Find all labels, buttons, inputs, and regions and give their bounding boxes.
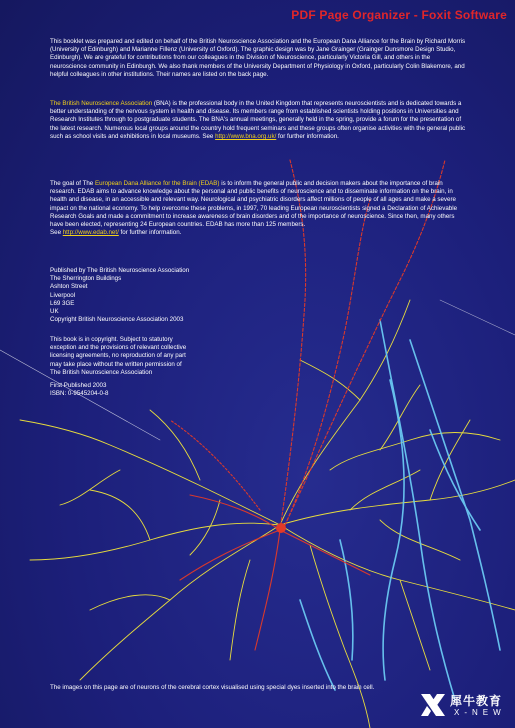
publisher-line: UK — [50, 308, 59, 316]
edab-abbr: (EDAB) — [198, 180, 220, 187]
publisher-line: Ashton Street — [50, 283, 88, 291]
edab-name: European Dana Alliance for the Brain — [94, 180, 197, 187]
x-logo-icon — [418, 690, 448, 720]
bna-name: The British Neuroscience Association — [50, 100, 153, 107]
bna-link[interactable]: http://www.bna.org.uk/ — [215, 132, 277, 140]
intro-paragraph: This booklet was prepared and edited on behalf of the British Neuroscience Association and the European Dana Alliance for the Brain by Richard Morris (University of Edinburgh) and Marianne Fillenz (University of Oxford). The graphic design was by Jane Grainger (Grainger Dunsmore Design Studio, Edinburgh). We are grateful for contributions from our colleagues in the Division of Neuroscience, particularly Victoria Gill, and others in the neuroscience community in Edinburgh. We also thank members of the University Department of Physiology in Oxford, particularly Colin Blakemore, and helpful colleagues in other institutions. Their names are listed on the back page. — [50, 38, 466, 78]
edab-link[interactable]: http://www.edab.net/ — [62, 229, 119, 237]
copyright-notice: This book is in copyright. Subject to statutory exception and the provisions of relevant collective licensing agreements, no reproduction of any part may take place without the written permission of The British Neuroscience Association — [50, 336, 187, 376]
edab-paragraph — [50, 180, 468, 237]
edab-text: is to inform the general public and decision makers about the importance of brain research. EDAB aims to advance knowledge about the personal and public benefits of neuroscience and to disseminate information on the brain, in health and disease, in an accessible and relevant way. Neurological and psychiatric disorders affect millions of people of all ages and make a severe impact on the national economy. To help overcome these problems, in 1997, 70 leading European neuroscientists signed a Declaration of Achievable Research Goals and made a commitment to increase awareness of brain disorders and of the importance of neuroscience. Since then, many others have been elected, representing 24 European countries. EDAB has more than 125 members. — [50, 180, 458, 229]
logo-text-cn: 犀牛教育 — [450, 694, 503, 708]
publisher-block — [50, 267, 190, 324]
edab-after: for further information. — [118, 229, 182, 237]
image-caption: The images on this page are of neurons of the cerebral cortex visualised using special dyes inserted into the brain cell. — [50, 684, 375, 691]
brand-logo — [418, 690, 510, 724]
bna-after: for further information. — [276, 132, 339, 140]
edab-see: See — [50, 229, 63, 237]
publisher-line: The Sherrington Buildings — [50, 275, 122, 283]
isbn: ISBN: 0-9545204-0-8 — [50, 390, 109, 398]
watermark-text: PDF Page Organizer - Foxit Software — [291, 8, 507, 22]
bna-abbr: (BNA) — [153, 100, 171, 107]
logo-text-en: X-NEW — [454, 708, 506, 717]
edab-lead: The goal of The — [50, 180, 95, 187]
first-published: First Published 2003 — [50, 382, 107, 389]
bna-paragraph — [50, 100, 468, 141]
publisher-line: Liverpool — [50, 291, 76, 299]
publisher-line: L69 3GE — [50, 299, 75, 307]
publication-info — [50, 382, 190, 398]
publisher-line: Copyright British Neuroscience Association 2003 — [50, 316, 184, 324]
publisher-line: Published by The British Neuroscience Association — [50, 267, 190, 274]
bna-text: is the professional body in the United Kingdom that represents neuroscientists and is dedicated towards a better understanding of the nervous system in health and disease. Its members range from established scientists holding positions in Universities and Research Institutes through to postgraduate students. The BNA's annual meetings, generally held in the spring, provide a forum for the presentation of the latest research. Numerous local groups around the country hold frequent seminars and these groups often organise activities with the general public such as school visits and exhibitions in local museums. See — [50, 100, 466, 140]
